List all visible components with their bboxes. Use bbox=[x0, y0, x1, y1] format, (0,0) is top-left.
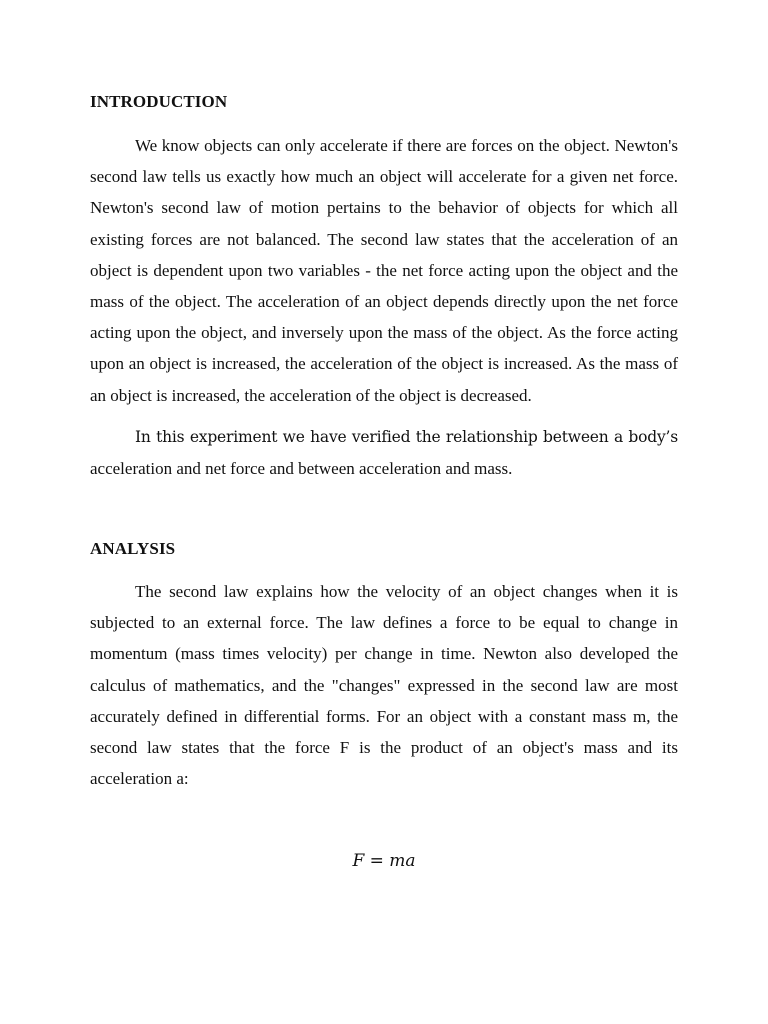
introduction-paragraph: We know objects can only accelerate if there are forces on the object. Newton's second law tells us exactly how much an object will accelerate for a given net force. Newton's second law of motion pertains to the behavior of objects for which all existing forces are not balanced. The second law states that the acceleration of an object is dependent upon two variables - the net force acting upon the object and the mass of the object. The acceleration of an object depends directly upon the net force acting upon the object, and inversely upon the mass of the object. As the force acting upon an object is increased, the acceleration of the object is increased. As the mass of an object is increased, the acceleration of the object is decreased. bbox=[90, 136, 678, 405]
equation-text: F = ma bbox=[352, 851, 416, 871]
analysis-paragraph: The second law explains how the velocity of an object changes when it is subjected to an external force. The law defines a force to be equal to change in momentum (mass times velocity) per change in time. Newton also developed the calculus of mathematics, and the "changes" expressed in the second law are most accurately defined in differential forms. For an object with a constant mass m, the second law states that the force F is the product of an object's mass and its acceleration a: bbox=[90, 582, 678, 789]
experiment-statement bbox=[90, 421, 678, 484]
analysis-heading: ANALYSIS bbox=[90, 539, 176, 558]
experiment-statement-lead: In this experiment we have verified the relationship between a body’s bbox=[135, 428, 678, 446]
newton-second-law-equation bbox=[0, 851, 768, 871]
experiment-statement-rest: acceleration and net force and between acceleration and mass. bbox=[90, 459, 513, 479]
introduction-heading: INTRODUCTION bbox=[90, 92, 228, 111]
